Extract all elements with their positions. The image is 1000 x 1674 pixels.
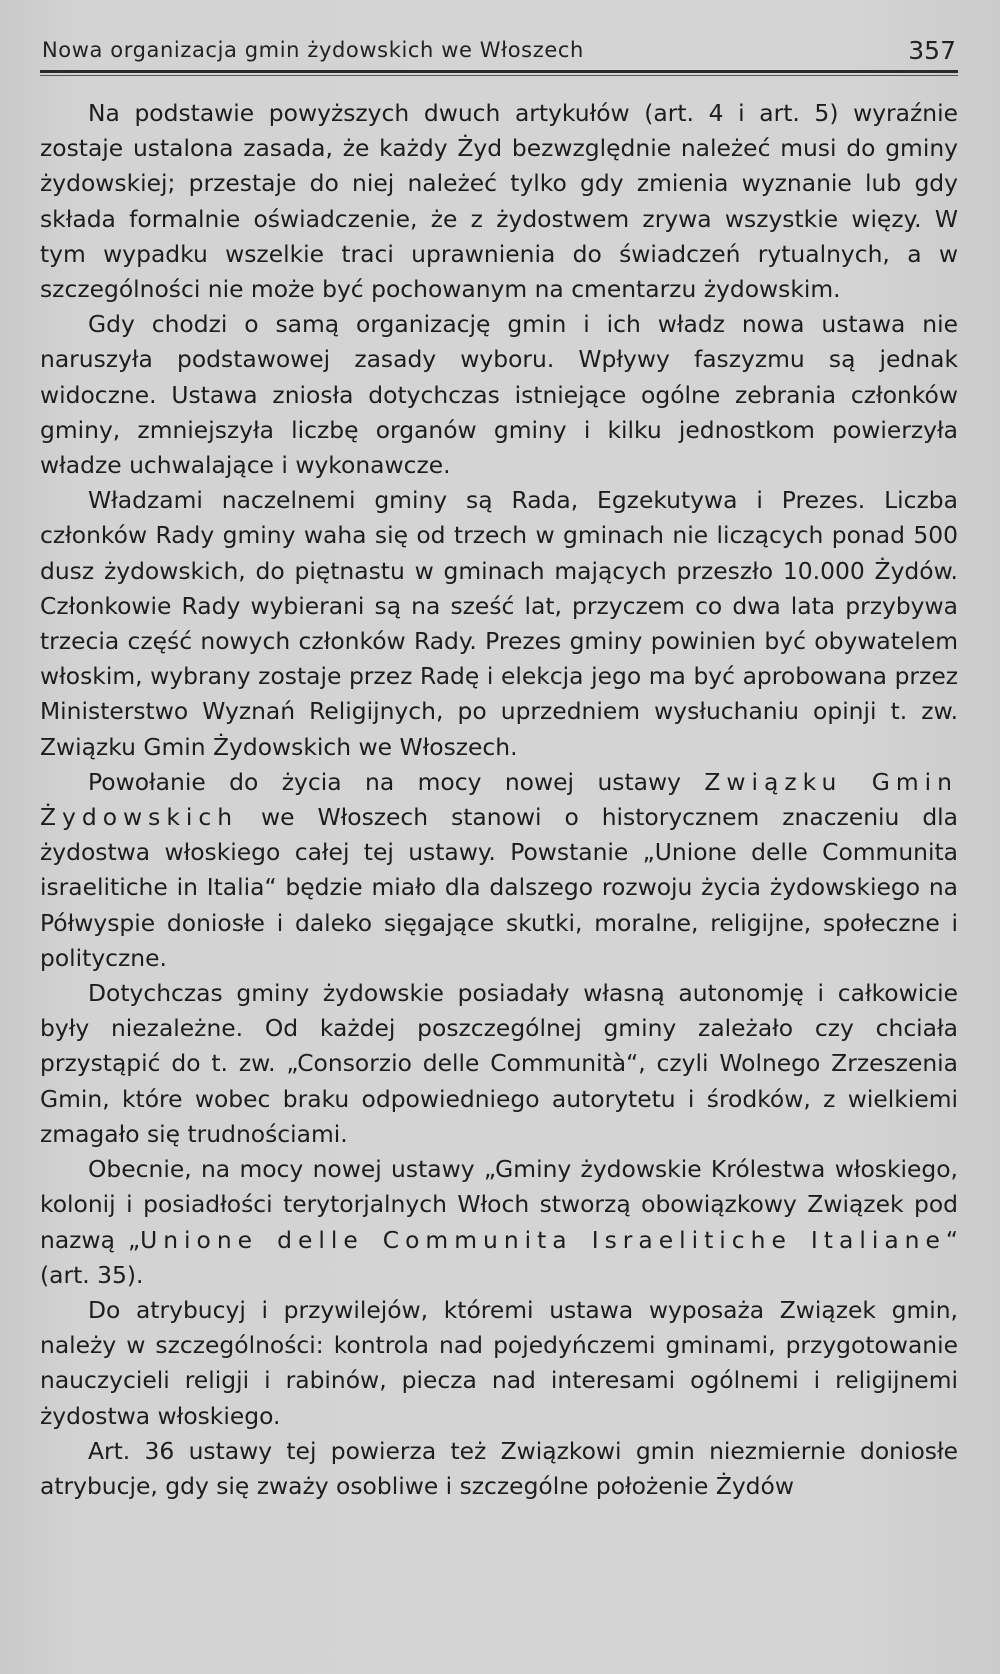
paragraph-text: “ (art. 35). [40,1225,958,1289]
paragraph: Na podstawie powyższych dwuch artykułów (art. 4 i art. 5) wyraźnie zostaje ustalona zasada, że każdy Żyd bezwzględnie należeć musi do gminy żydowskiej; przestaje do niej należeć tylko gdy zmienia wyznanie lub gdy składa formalnie oświadczenie, że z żydostwem zrywa wszystkie więzy. W tym wypadku wszelkie traci uprawnienia do świadczeń rytualnych, a w szczególności nie może być pochowanym na cmentarzu żydowskim. [40,99,958,304]
page-number: 357 [908,36,956,65]
paragraph: Do atrybucyj i przywilejów, któremi ustawa wyposaża Związek gmin, należy w szczególności: kontrola nad pojedyńczemi gminami, przygotowanie nauczycieli religji i rabinów, piecza nad interesami ogólnemi i religijnemi żydostwa włoskiego. [40,1295,958,1430]
running-title: Nowa organizacja gmin żydowskich we Włoszech [42,38,584,62]
paragraph-text: we Włoszech stanowi o historycznem znaczeniu dla żydostwa włoskiego całej tej ustawy. Powstanie „Unione delle Communita israelitiche in Italia“ będzie miało dla dalszego rozwoju życia żydowskiego na Półwyspie doniosłe i daleko sięgające skutki, moralne, religijne, społeczne i polityczne. [40,803,958,972]
body-text [40,96,958,1504]
paragraph: Dotychczas gminy żydowskie posiadały własną autonomję i całkowicie były niezależne. Od każdej poszczególnej gminy zależało czy chciała przystąpić do t. zw. „Consorzio delle Communità“, czyli Wolnego Zrzeszenia Gmin, które wobec braku odpowiedniego autorytetu i środków, z wielkiemi zmagało się trudnościami. [40,979,958,1148]
header-rule-thin [40,75,958,76]
header-rule [40,70,958,73]
paragraph-text: Obecnie, na mocy nowej ustawy „Gminy żydowskie Królestwa włoskiego, kolonij i posiadłości terytorjalnych Włoch stworzą obowiązkowy Związek pod nazwą „ [40,1155,958,1254]
spaced-text: Unione delle Communita Israelitiche Italiane [140,1225,946,1254]
paragraph: Władzami naczelnemi gminy są Rada, Egzekutywa i Prezes. Liczba członków Rady gminy waha się od trzech w gminach nie liczących ponad 500 dusz żydowskich, do piętnastu w gminach mających przeszło 10.000 Żydów. Członkowie Rady wybierani są na sześć lat, przyczem co dwa lata przybywa trzecia część nowych członków Rady. Prezes gminy powinien być obywatelem włoskim, wybrany zostaje przez Radę i elekcja jego ma być aprobowana przez Ministerstwo Wyznań Religijnych, po uprzedniem wysłuchaniu opinji t. zw. Związku Gmin Żydowskich we Włoszech. [40,486,958,761]
paragraph: Art. 36 ustawy tej powierza też Związkowi gmin niezmiernie doniosłe atrybucje, gdy się zważy osobliwe i szczególne położenie Żydów [40,1436,958,1500]
paragraph: Gdy chodzi o samą organizację gmin i ich władz nowa ustawa nie naruszyła podstawowej zasady wyboru. Wpływy faszyzmu są jednak widoczne. Ustawa zniosła dotychczas istniejące ogólne zebrania członków gminy, zmniejszyła liczbę organów gminy i kilku jednostkom powierzyła władze uchwalające i wykonawcze. [40,310,958,480]
paragraph [40,765,958,976]
page-header [42,36,958,70]
spaced-text: Związku Gmin Żydowskich [40,767,958,832]
paragraph-text: Powołanie do życia na mocy nowej ustawy [88,767,705,796]
paragraph [40,1152,958,1293]
